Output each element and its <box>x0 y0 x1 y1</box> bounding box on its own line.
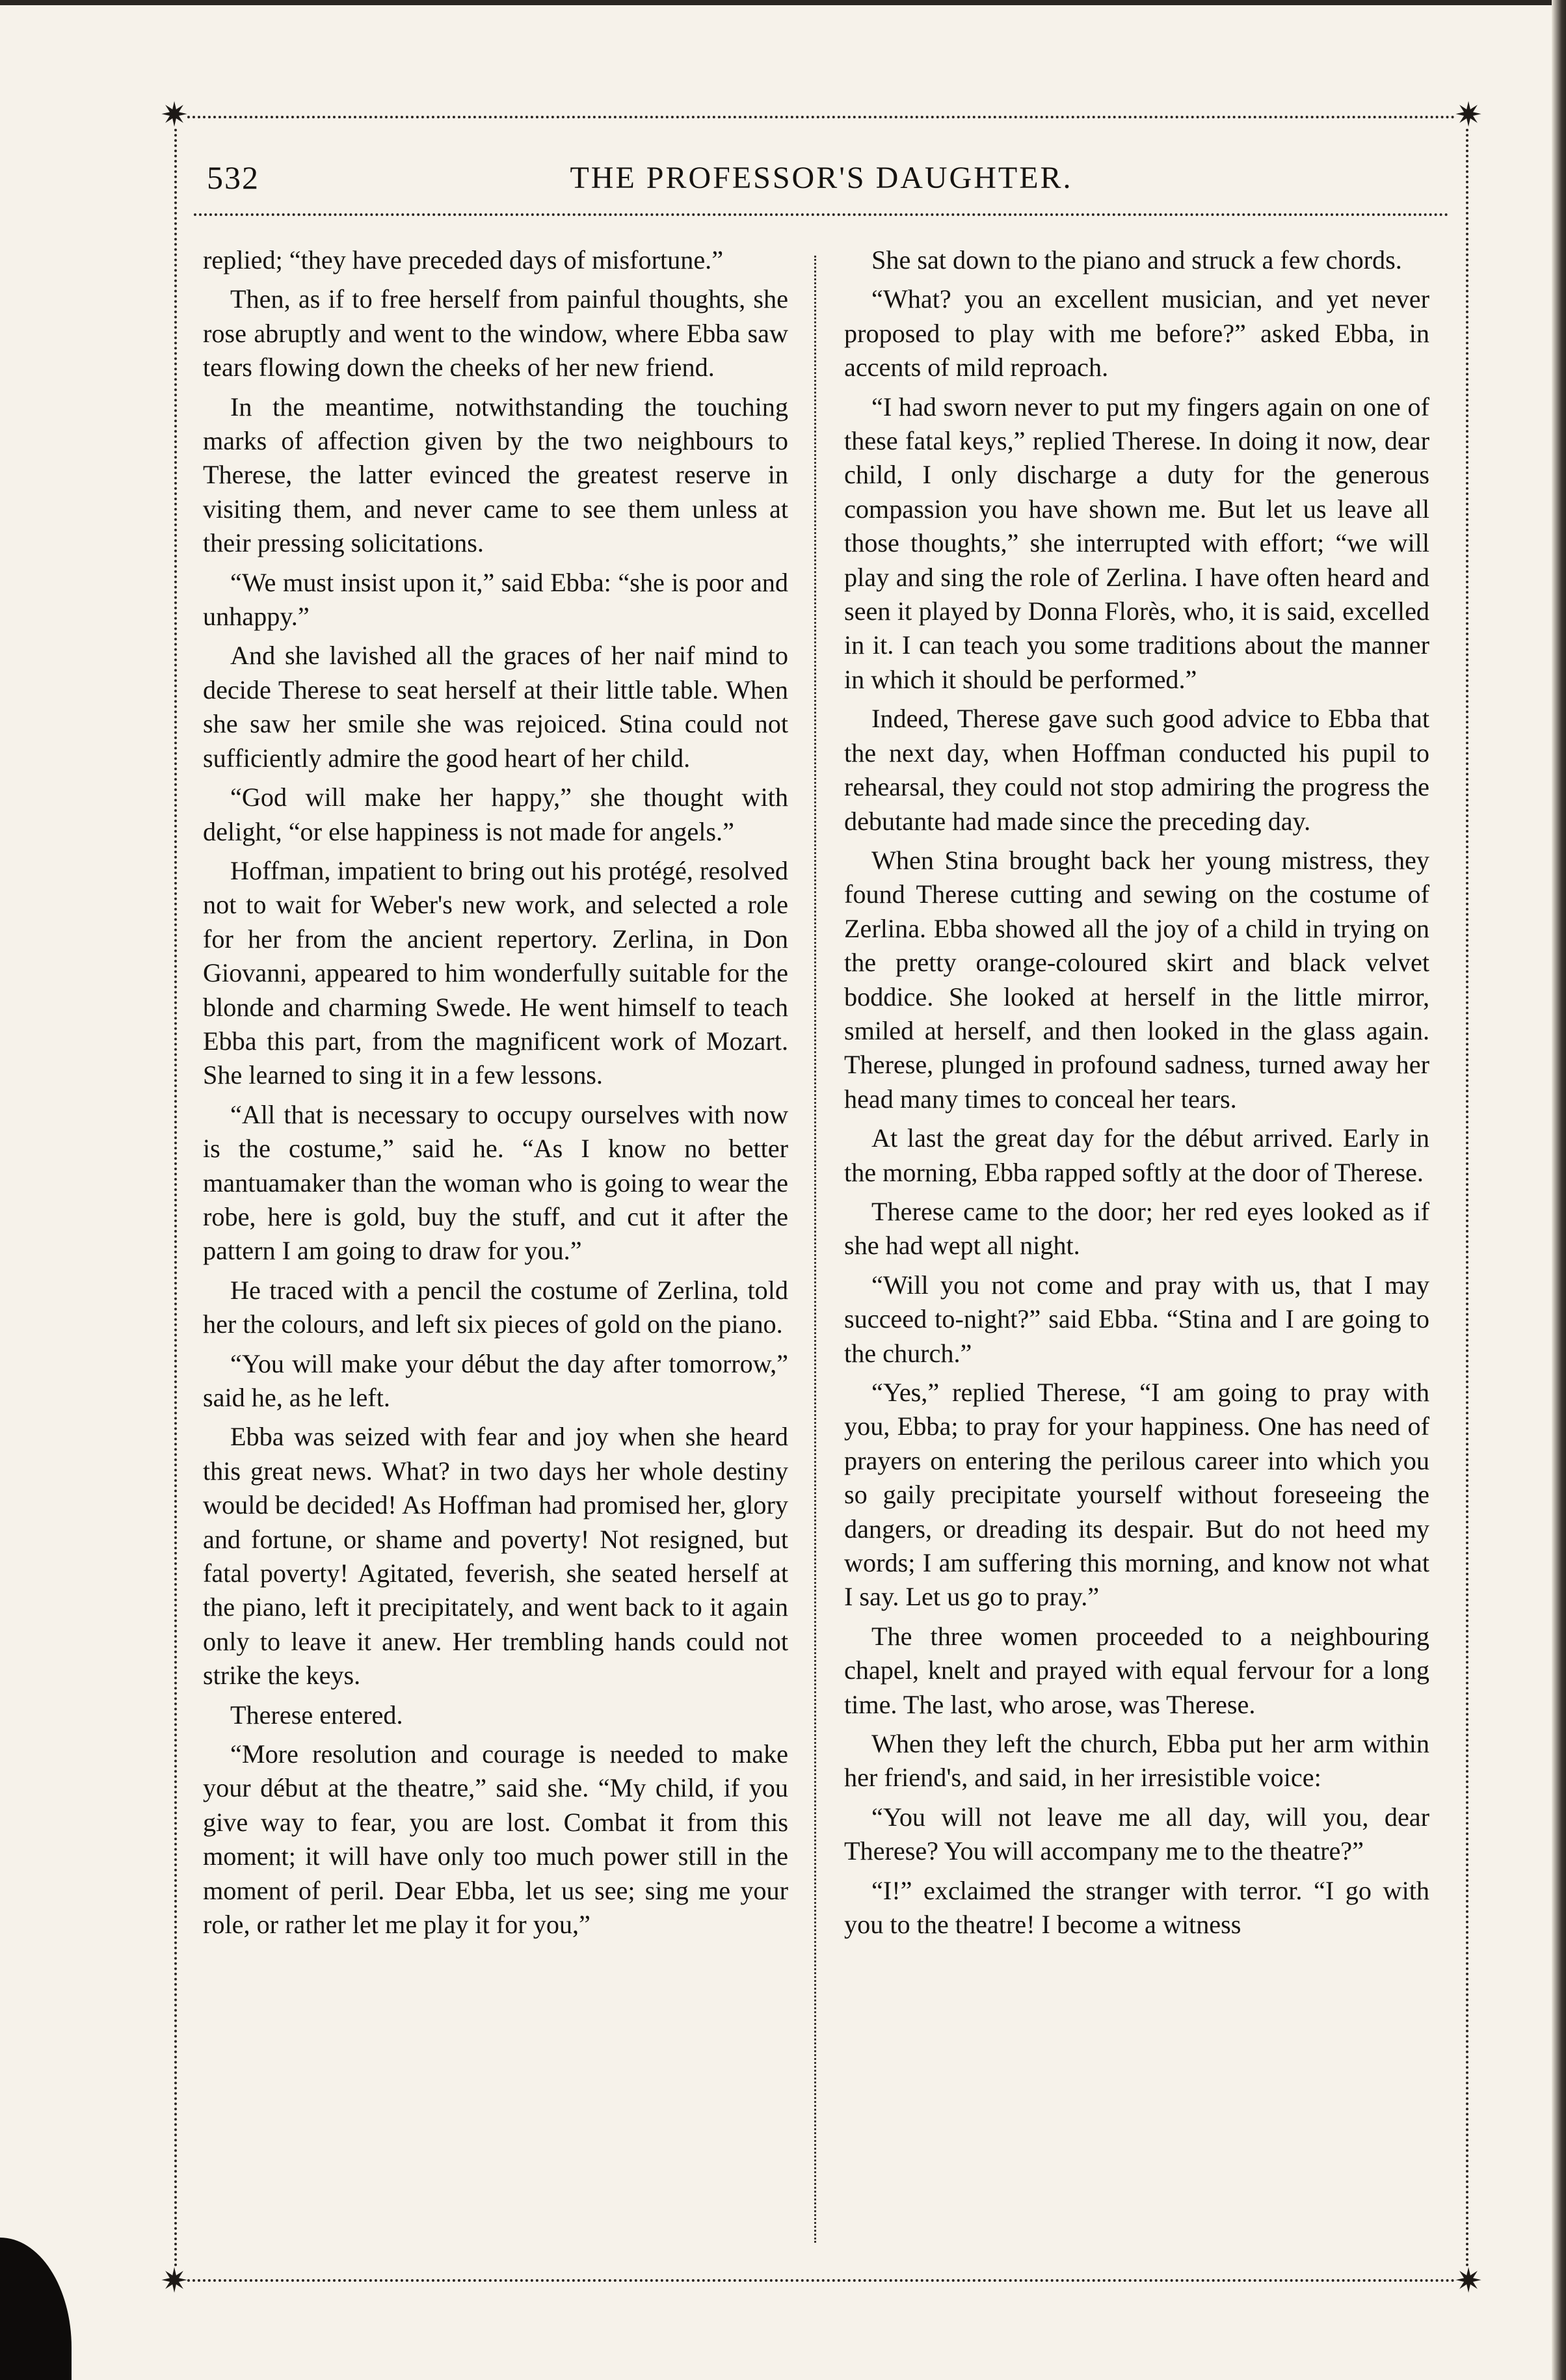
right-column <box>844 243 1429 1942</box>
paragraph: “God will make her happy,” she thought with delight, “or else happiness is not made for angels.” <box>203 782 788 846</box>
paragraph: “I had sworn never to put my fingers again on one of these fatal keys,” replied Therese. In doing it now, dear child, I only discharge a duty for the generous compassion you have shown me. But let us leave all those thoughts,” she interrupted with effort; “we will play and sing the role of Zerlina. I have often heard and seen it played by Donna Florès, who, it is said, excelled in it. I can teach you some traditions about the manner in which it should be performed.” <box>844 392 1429 694</box>
running-header <box>207 155 1436 200</box>
paragraph: Indeed, Therese gave such good advice to Ebba that the next day, when Hoffman conducted his pupil to rehearsal, they could not stop admiring the progress the debutante had made since the preceding day. <box>844 704 1429 836</box>
paragraph: “You will make your début the day after tomorrow,” said he, as he left. <box>203 1348 788 1412</box>
paragraph: “What? you an excellent musician, and yet never proposed to play with me before?” asked Ebba, in accents of mild reproach. <box>844 284 1429 382</box>
paragraph: And she lavished all the graces of her naif mind to decide Therese to seat herself at their little table. When she saw her smile she was rejoiced. Stina could not sufficiently admire the good heart of her child. <box>203 641 788 773</box>
page-number: 532 <box>207 159 259 196</box>
paragraph: When they left the church, Ebba put her arm within her friend's, and said, in her irresistible voice: <box>844 1729 1429 1793</box>
paragraph: Ebba was seized with fear and joy when she heard this great news. What? in two days her whole destiny would be decided! As Hoffman had promised her, glory and fortune, or shame and poverty! Not resigned, but fatal poverty! Agitated, feverish, she seated herself at the piano, left it precipitately, and went back to it again only to leave it anew. Her trembling hands could not strike the keys. <box>203 1422 788 1691</box>
corner-ornament-icon: ✷ <box>1454 2263 1483 2300</box>
left-column <box>203 243 788 1942</box>
paragraph: Therese entered. <box>230 1700 403 1730</box>
scan-edge-top <box>0 0 1566 20</box>
running-title: THE PROFESSOR'S DAUGHTER. <box>570 160 1073 195</box>
scan-shadow-corner <box>0 2238 72 2380</box>
corner-ornament-icon: ✷ <box>160 97 189 134</box>
paragraph: The three women proceeded to a neighbouring chapel, knelt and prayed with equal fervour for a long time. The last, who arose, was Therese. <box>844 1621 1429 1719</box>
paragraph: In the meantime, notwithstanding the touching marks of affection given by the two neighbours to Therese, the latter evinced the greatest reserve in visiting them, and never came to see them unless at their pressing solicitations. <box>203 392 788 558</box>
paragraph: At last the great day for the début arrived. Early in the morning, Ebba rapped softly at the door of Therese. <box>844 1123 1429 1187</box>
column-divider <box>814 256 816 2243</box>
paragraph: “All that is necessary to occupy ourselves with now is the costume,” said he. “As I know no better mantuamaker than the woman who is going to wear the robe, here is gold, buy the stuff, and cut it after the pattern I am going to draw for you.” <box>203 1099 788 1266</box>
paragraph: Then, as if to free herself from painful thoughts, she rose abruptly and went to the window, where Ebba saw tears flowing down the cheeks of her new friend. <box>203 284 788 382</box>
border-left <box>174 129 177 2269</box>
border-bottom <box>187 2279 1455 2282</box>
paragraph: “I!” exclaimed the stranger with terror. “I go with you to the theatre! I become a witness <box>844 1875 1429 1940</box>
border-top <box>187 116 1455 118</box>
page-frame <box>160 97 1483 2300</box>
scan-edge-right <box>1552 0 1566 2380</box>
corner-ornament-icon: ✷ <box>1454 97 1483 134</box>
header-rule <box>194 213 1449 216</box>
paragraph: “More resolution and courage is needed to make your début at the theatre,” said she. “My child, if you give way to fear, you are lost. Combat it from this moment; it will have only too much power still in the moment of peril. Dear Ebba, let us see; sing me your role, or rather let me play it for you,” <box>203 1739 788 1940</box>
corner-ornament-icon: ✷ <box>160 2263 189 2300</box>
paragraph: When Stina brought back her young mistress, they found Therese cutting and sewing on the costume of Zerlina. Ebba showed all the joy of a child in trying on the pretty orange-coloured skirt and black velvet boddice. She looked at herself in the little mirror, smiled at herself, and then looked in the glass again. Therese, plunged in profound sadness, turned away her head many times to conceal her tears. <box>844 845 1429 1114</box>
paragraph: Therese came to the door; her red eyes looked as if she had wept all night. <box>844 1196 1429 1261</box>
border-right <box>1466 129 1468 2269</box>
paragraph: “You will not leave me all day, will you, dear Therese? You will accompany me to the theatre?” <box>844 1802 1429 1866</box>
paragraph: replied; “they have preceded days of misfortune.” <box>203 245 724 274</box>
paragraph: She sat down to the piano and struck a few chords. <box>871 245 1402 274</box>
paragraph: “Will you not come and pray with us, that I may succeed to-night?” said Ebba. “Stina and I are going to the church.” <box>844 1270 1429 1368</box>
paragraph: “We must insist upon it,” said Ebba: “she is poor and unhappy.” <box>203 567 788 632</box>
paragraph: He traced with a pencil the costume of Zerlina, told her the colours, and left six pieces of gold on the piano. <box>203 1275 788 1339</box>
paragraph: Hoffman, impatient to bring out his protégé, resolved not to wait for Weber's new work, and selected a role for her from the ancient repertory. Zerlina, in Don Giovanni, appeared to him wonderfully suitable for the blonde and charming Swede. He went himself to teach Ebba this part, from the magnificent work of Mozart. She learned to sing it in a few lessons. <box>203 855 788 1090</box>
paragraph: “Yes,” replied Therese, “I am going to pray with you, Ebba; to pray for your happiness. One has need of prayers on entering the perilous career into which you so gaily precipitate yourself without foreseeing the dangers, or dreading its despair. But do not heed my words; I am suffering this morning, and know not what I say. Let us go to pray.” <box>844 1378 1429 1612</box>
